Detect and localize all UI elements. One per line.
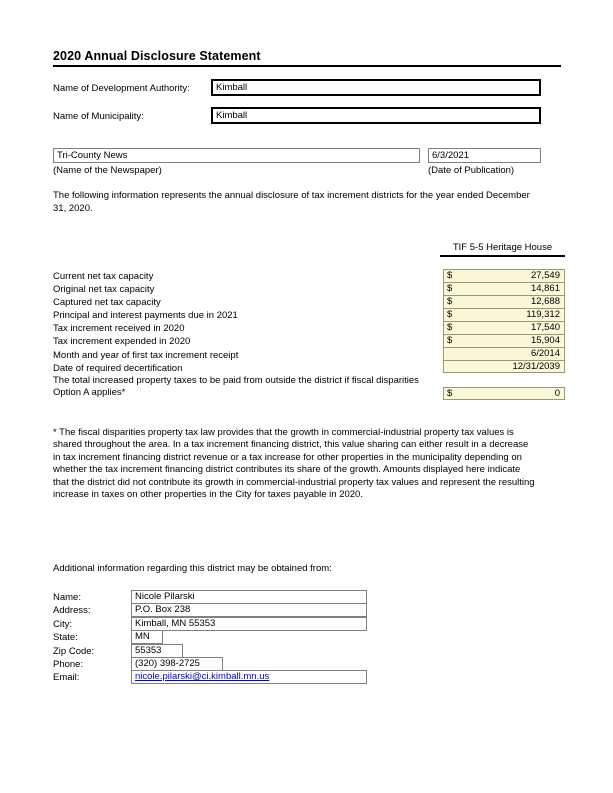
contact-fields: [53, 591, 453, 685]
contact-label: State:: [53, 632, 78, 644]
contact-phone-input[interactable]: (320) 398-2725: [131, 657, 223, 671]
contact-row-name: [53, 591, 453, 604]
disclosure-document-page: [53, 0, 561, 793]
fiscal-disparities-value-cell[interactable]: [443, 387, 565, 400]
contact-row-state: [53, 631, 453, 644]
currency-symbol: $: [447, 283, 453, 294]
table-value: 0: [554, 388, 560, 399]
contact-label: Phone:: [53, 658, 84, 670]
contact-label: Email:: [53, 672, 80, 684]
newspaper-caption: (Name of the Newspaper): [53, 165, 162, 176]
table-value: 12,688: [530, 296, 560, 307]
table-value: 6/2014: [530, 348, 560, 359]
currency-symbol: $: [447, 335, 453, 346]
contact-row-address: [53, 604, 453, 617]
table-value-cell[interactable]: [443, 334, 565, 347]
table-value: 119,312: [526, 309, 560, 320]
municipality-input[interactable]: Kimball: [211, 107, 541, 124]
currency-symbol: $: [447, 322, 453, 333]
publication-date-caption: (Date of Publication): [428, 165, 515, 176]
table-row-label: Captured net tax capacity: [53, 297, 161, 309]
table-row-label: Tax increment received in 2020: [53, 323, 185, 335]
table-row-label-fiscal-disparities: The total increased property taxes to be paid from outside the district if fiscal disparities Option A applies*: [53, 374, 419, 399]
currency-symbol: $: [447, 388, 453, 399]
currency-symbol: $: [447, 309, 453, 320]
contact-label: City:: [53, 618, 72, 630]
table-value-cell[interactable]: [443, 269, 565, 282]
table-row-label: Month and year of first tax increment receipt: [53, 349, 239, 361]
municipality-label: Name of Municipality:: [53, 111, 144, 122]
table-value-cell[interactable]: [443, 308, 565, 321]
development-authority-label: Name of Development Authority:: [53, 83, 190, 94]
table-row-label: Principal and interest payments due in 2021: [53, 310, 238, 322]
contact-state-input[interactable]: MN: [131, 630, 163, 644]
contact-email-input[interactable]: [131, 670, 367, 684]
email-link[interactable]: nicole.pilarski@ci.kimball.mn.us: [135, 671, 270, 683]
contact-intro-text: Additional information regarding this district may be obtained from:: [53, 563, 332, 574]
table-value: 27,549: [530, 270, 560, 281]
contact-city-input[interactable]: Kimball, MN 55353: [131, 617, 367, 631]
table-value-cell[interactable]: [443, 282, 565, 295]
currency-symbol: $: [447, 270, 453, 281]
contact-name-input[interactable]: Nicole Pilarski: [131, 590, 367, 604]
table-row-label: Date of required decertification: [53, 362, 183, 374]
page-title: 2020 Annual Disclosure Statement: [53, 49, 261, 63]
contact-row-phone: [53, 658, 453, 671]
table-row-labels: [53, 270, 433, 401]
table-value-cell[interactable]: [443, 321, 565, 334]
table-value: 17,540: [530, 322, 560, 333]
fiscal-disparities-value-column: [443, 387, 565, 400]
table-value: 15,904: [530, 335, 560, 346]
district-column-header: TIF 5-5 Heritage House: [440, 242, 565, 257]
contact-label: Address:: [53, 605, 91, 617]
contact-row-email: [53, 671, 453, 684]
title-block: [53, 49, 561, 67]
contact-zip-input[interactable]: 55353: [131, 644, 183, 658]
currency-symbol: $: [447, 296, 453, 307]
contact-address-input[interactable]: P.O. Box 238: [131, 603, 367, 617]
development-authority-input[interactable]: Kimball: [211, 79, 541, 96]
district-value-column: [443, 269, 565, 373]
contact-row-zip: [53, 645, 453, 658]
contact-row-city: [53, 618, 453, 631]
table-value: 12/31/2039: [512, 361, 560, 372]
table-value-cell[interactable]: [443, 360, 565, 373]
publication-date-input[interactable]: 6/3/2021: [428, 148, 541, 163]
table-value-cell[interactable]: [443, 347, 565, 360]
title-divider: [53, 65, 561, 67]
table-value-cell[interactable]: [443, 295, 565, 308]
contact-label: Zip Code:: [53, 645, 95, 657]
intro-paragraph: The following information represents the annual disclosure of tax increment districts for the year ended December 31, 2020.: [53, 190, 530, 214]
newspaper-name-input[interactable]: Tri-County News: [53, 148, 420, 163]
table-value: 14,861: [530, 283, 560, 294]
table-row-label: Original net tax capacity: [53, 284, 155, 296]
contact-label: Name:: [53, 592, 81, 603]
table-row-label: Tax increment expended in 2020: [53, 336, 191, 348]
fiscal-disparities-footnote: * The fiscal disparities property tax law provides that the growth in commercial-industrial property tax values is shared throughout the area. In a tax increment financing district, this value sharing can either result in a decrease in tax increment financing district revenue or a tax increase for other properties in the municipality depending on whether the tax increment financing district contributes its share of the growth. Amounts displayed here indicate that the district did not contribute its growth in commercial-industrial property tax values and represent the resulting increase in taxes on other properties in the City for taxes payable in 2020.: [53, 427, 535, 501]
table-row-label: Current net tax capacity: [53, 271, 154, 282]
